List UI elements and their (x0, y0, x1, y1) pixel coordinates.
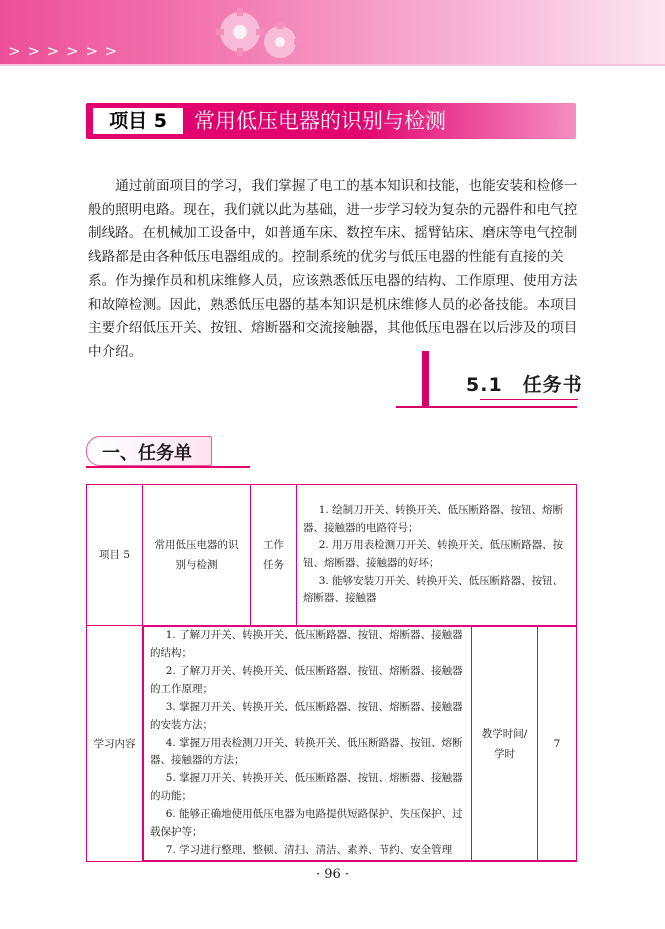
learning-content-cell (143, 626, 577, 862)
list-item: 3. 能够安装刀开关、转换开关、低压断路器、按钮、熔断器、接触器 (303, 574, 564, 605)
teaching-time-label: 教学时间/学时 (472, 627, 538, 861)
header-divider (0, 64, 665, 66)
section-title: 5.1 任务书 (466, 374, 583, 396)
learning-content-label: 学习内容 (87, 626, 143, 862)
list-item: 4. 掌握万用表检测刀开关、转换开关、低压断路器、按钮、熔断器、接触器的方法； (150, 736, 463, 767)
page-number: · 96 · (315, 867, 350, 882)
list-item: 5. 掌握刀开关、转换开关、低压断路器、按钮、熔断器、接触器的功能； (150, 772, 463, 803)
gears-icon (208, 2, 318, 66)
section-marker-vertical (422, 351, 429, 408)
task-sheet-heading: 一、任务单 (102, 443, 192, 464)
learning-content-list (144, 627, 472, 861)
table-row (87, 485, 577, 626)
section-marker-horizontal (396, 406, 577, 408)
list-item: 7. 学习进行整理、整顿、清扫、清洁、素养、节约、安全管理 (165, 843, 453, 856)
list-item: 1. 了解刀开关、转换开关、低压断路器、按钮、熔断器、接触器的结构； (150, 629, 463, 660)
learning-content-inner (143, 626, 577, 861)
project-title: 常用低压电器的识别与检测 (194, 109, 446, 133)
work-task-list (297, 485, 577, 626)
project-label: 项目 5 (93, 108, 183, 134)
list-item: 6. 能够正确地使用低压电器为电路提供短路保护、失压保护、过载保护等； (150, 808, 463, 839)
list-item: 2. 了解刀开关、转换开关、低压断路器、按钮、熔断器、接触器的工作原理； (150, 664, 463, 695)
work-task-label: 工作任务 (251, 485, 297, 626)
list-item: 2. 用万用表检测刀开关、转换开关、低压断路器、按钮、熔断器、接触器的好坏； (303, 539, 564, 569)
intro-paragraph: 通过前面项目的学习，我们掌握了电工的基本知识和技能，也能安装和检修一般的照明电路。现在，我们就以此为基础，进一步学习较为复杂的元器件和电气控制线路。在机械加工设备中，如普通车床、数控车床、摇臂钻床、磨床等电气控制线路都是由各种低压电器组成的。控制系统的优劣与低压电器的性能有直接的关系。作为操作员和机床维修人员，应该熟悉低压电器的结构、工作原理、使用方法和故障检测。因此，熟悉低压电器的基本知识是机床维修人员的必备技能。本项目主要介绍低压开关、按钮、熔断器和交流接触器，其他低压电器在以后涉及的项目中介绍。 (88, 178, 578, 360)
section-marker-underline (480, 399, 578, 400)
table-row (87, 626, 577, 862)
task-sheet-underline (86, 466, 250, 468)
list-item: 3. 掌握刀开关、转换开关、低压断路器、按钮、熔断器、接触器的安装方法； (150, 700, 463, 731)
list-item: 1. 绘制刀开关、转换开关、低压断路器、按钮、熔断器、接触器的电路符号； (303, 504, 564, 534)
project-number-cell: 项目 5 (87, 485, 143, 626)
task-sheet-table (86, 484, 577, 862)
project-name-cell: 常用低压电器的识别与检测 (143, 485, 251, 626)
chevrons-decoration: > > > > > > (8, 42, 119, 60)
teaching-time-value: 7 (538, 627, 577, 861)
